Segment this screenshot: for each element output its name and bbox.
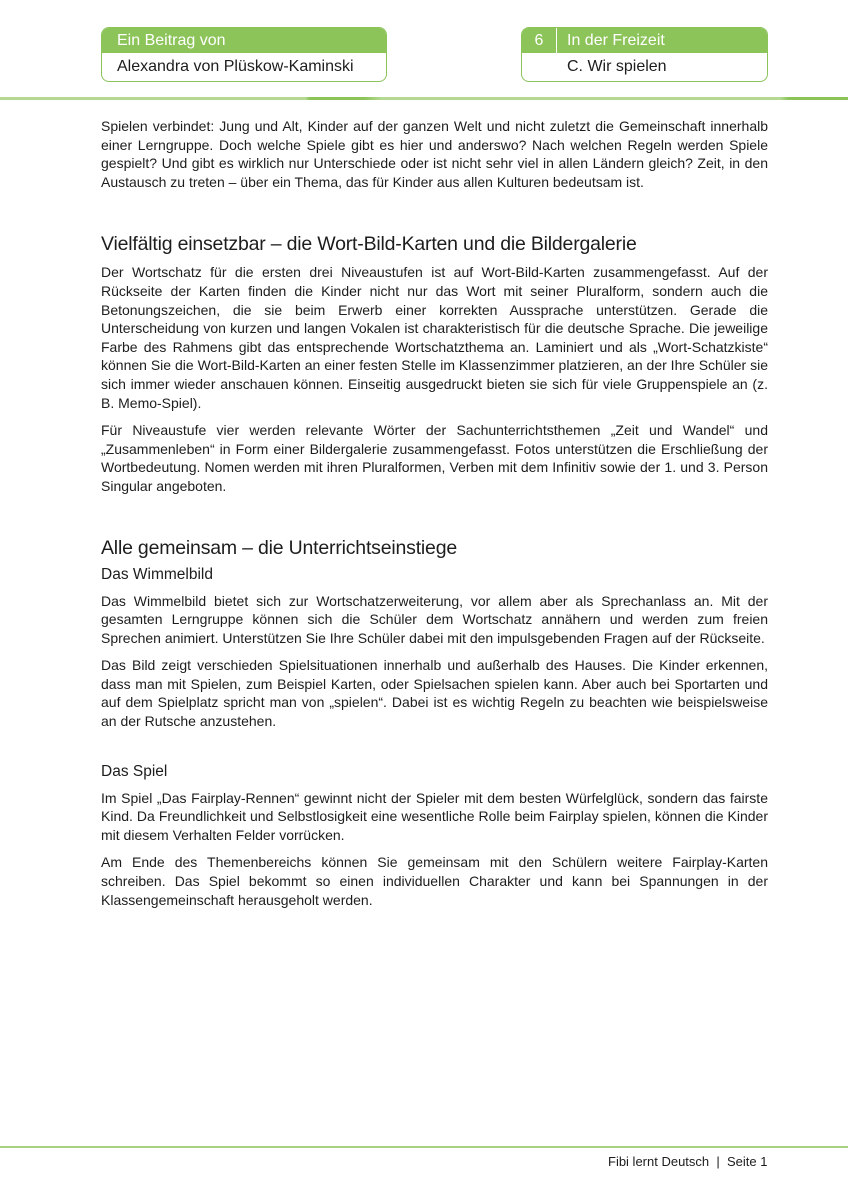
footer-divider xyxy=(0,1146,848,1148)
header-divider xyxy=(0,97,848,100)
section-title: C. Wir spielen xyxy=(567,58,667,75)
section-heading-unterrichtseinstiege: Alle gemeinsam – die Unterrichtseinstiege xyxy=(101,536,457,559)
page-footer xyxy=(608,1153,768,1171)
chapter-box xyxy=(521,27,768,82)
paragraph: Für Niveaustufe vier werden relevante Wörter der Sachunterrichtsthemen „Zeit und Wandel“ und „Zusammenleben“ in Form einer Bildergalerie zusammengefasst. Fotos unterstützen die Erschließung der Wortbedeutung. Nomen werden mit ihren Pluralformen, Verben mit dem Infinitiv sowie der 1. und 3. Person Singular angeboten. xyxy=(101,422,768,494)
paragraph: Das Bild zeigt verschieden Spielsituationen innerhalb und außerhalb des Hauses. Die Kinder erkennen, dass man mit Spielen, zum Beispiel Karten, oder Spielsachen spielen kann. Aber auch bei Sportarten und auf dem Spielplatz spricht man von „spielen“. Dabei ist es wichtig Regeln zu beachten wie beispielsweise an der Rutsche anzustehen. xyxy=(101,657,768,730)
footer-separator: | xyxy=(716,1154,720,1169)
chapter-number: 6 xyxy=(522,28,557,53)
document-body xyxy=(101,117,768,909)
paragraph: Der Wortschatz für die ersten drei Niveaustufen ist auf Wort-Bild-Karten zusammengefasst. Auf der Rückseite der Karten finden die Kinder nicht nur das Wort mit seiner Pluralform, sondern auch die Betonungszeichen, die sie beim Erwerb einer korrekten Aussprache unterstützen. Gerade die Unterscheidung von kurzen und langen Vokalen ist charakteristisch für die deutsche Sprache. Die jeweilige Farbe des Rahmens gibt das entsprechende Wortschatzthema an. Laminiert und als „Wort-Schatzkiste“ können Sie die Wort-Bild-Karten an einer festen Stelle im Klassenzimmer platzieren, an der Ihre Schüler sie sich immer wieder anschauen können. Einseitig ausgedruckt bieten sie sich für viele Gruppenspiele an (z. B. Memo-Spiel). xyxy=(101,264,768,411)
paragraph: Am Ende des Themenbereichs können Sie gemeinsam mit den Schülern weitere Fairplay-Karten schreiben. Das Spiel bekommt so einen individuellen Charakter und kann bei Spannungen in der Klassengemeinschaft herausgeholt werden. xyxy=(101,854,768,908)
paragraph: Das Wimmelbild bietet sich zur Wortschatzerweiterung, vor allem aber als Sprechanlass an. Mit der gesamten Lerngruppe können sich die Schüler dem Wortschatz annähern und werden zum freien Sprechen animiert. Unterstützen Sie Ihre Schüler dabei mit den impulsgebenden Fragen auf der Rückseite. xyxy=(101,592,768,646)
subheading-wimmelbild: Das Wimmelbild xyxy=(101,565,213,583)
author-box-header xyxy=(102,28,386,53)
chapter-title: In der Freizeit xyxy=(567,32,665,49)
author-name: Alexandra von Plüskow-Kaminski xyxy=(117,58,354,75)
chapter-box-header xyxy=(522,28,767,53)
page-number: Seite 1 xyxy=(727,1154,768,1169)
intro-paragraph: Spielen verbindet: Jung und Alt, Kinder auf der ganzen Welt und nicht zuletzt die Gemeinschaft innerhalb einer Lerngruppe. Doch welche Spiele gibt es hier und anderswo? Nach welchen Regeln werden Spiele gespielt? Und gibt es wirklich nur Unterschiede oder ist nicht sehr viel in allen Ländern gleich? Zeit, in den Austausch zu treten – über ein Thema, das für Kinder aus allen Kulturen bedeutsam ist. xyxy=(101,118,768,190)
author-box xyxy=(101,27,387,82)
subheading-spiel: Das Spiel xyxy=(101,762,168,780)
chapter-box-body xyxy=(522,53,767,81)
author-box-body xyxy=(102,53,386,81)
section-heading-wort-bild-karten: Vielfältig einsetzbar – die Wort-Bild-Karten und die Bildergalerie xyxy=(101,233,637,256)
publication-name: Fibi lernt Deutsch xyxy=(608,1154,710,1169)
contribution-label: Ein Beitrag von xyxy=(117,32,226,49)
paragraph: Im Spiel „Das Fairplay-Rennen“ gewinnt nicht der Spieler mit dem besten Würfelglück, sondern das fairste Kind. Da Freundlichkeit und Selbstlosigkeit eine wesentliche Rolle beim Fairplay spielen, können die Kinder mit diesem Verhalten Felder vorrücken. xyxy=(101,789,768,843)
